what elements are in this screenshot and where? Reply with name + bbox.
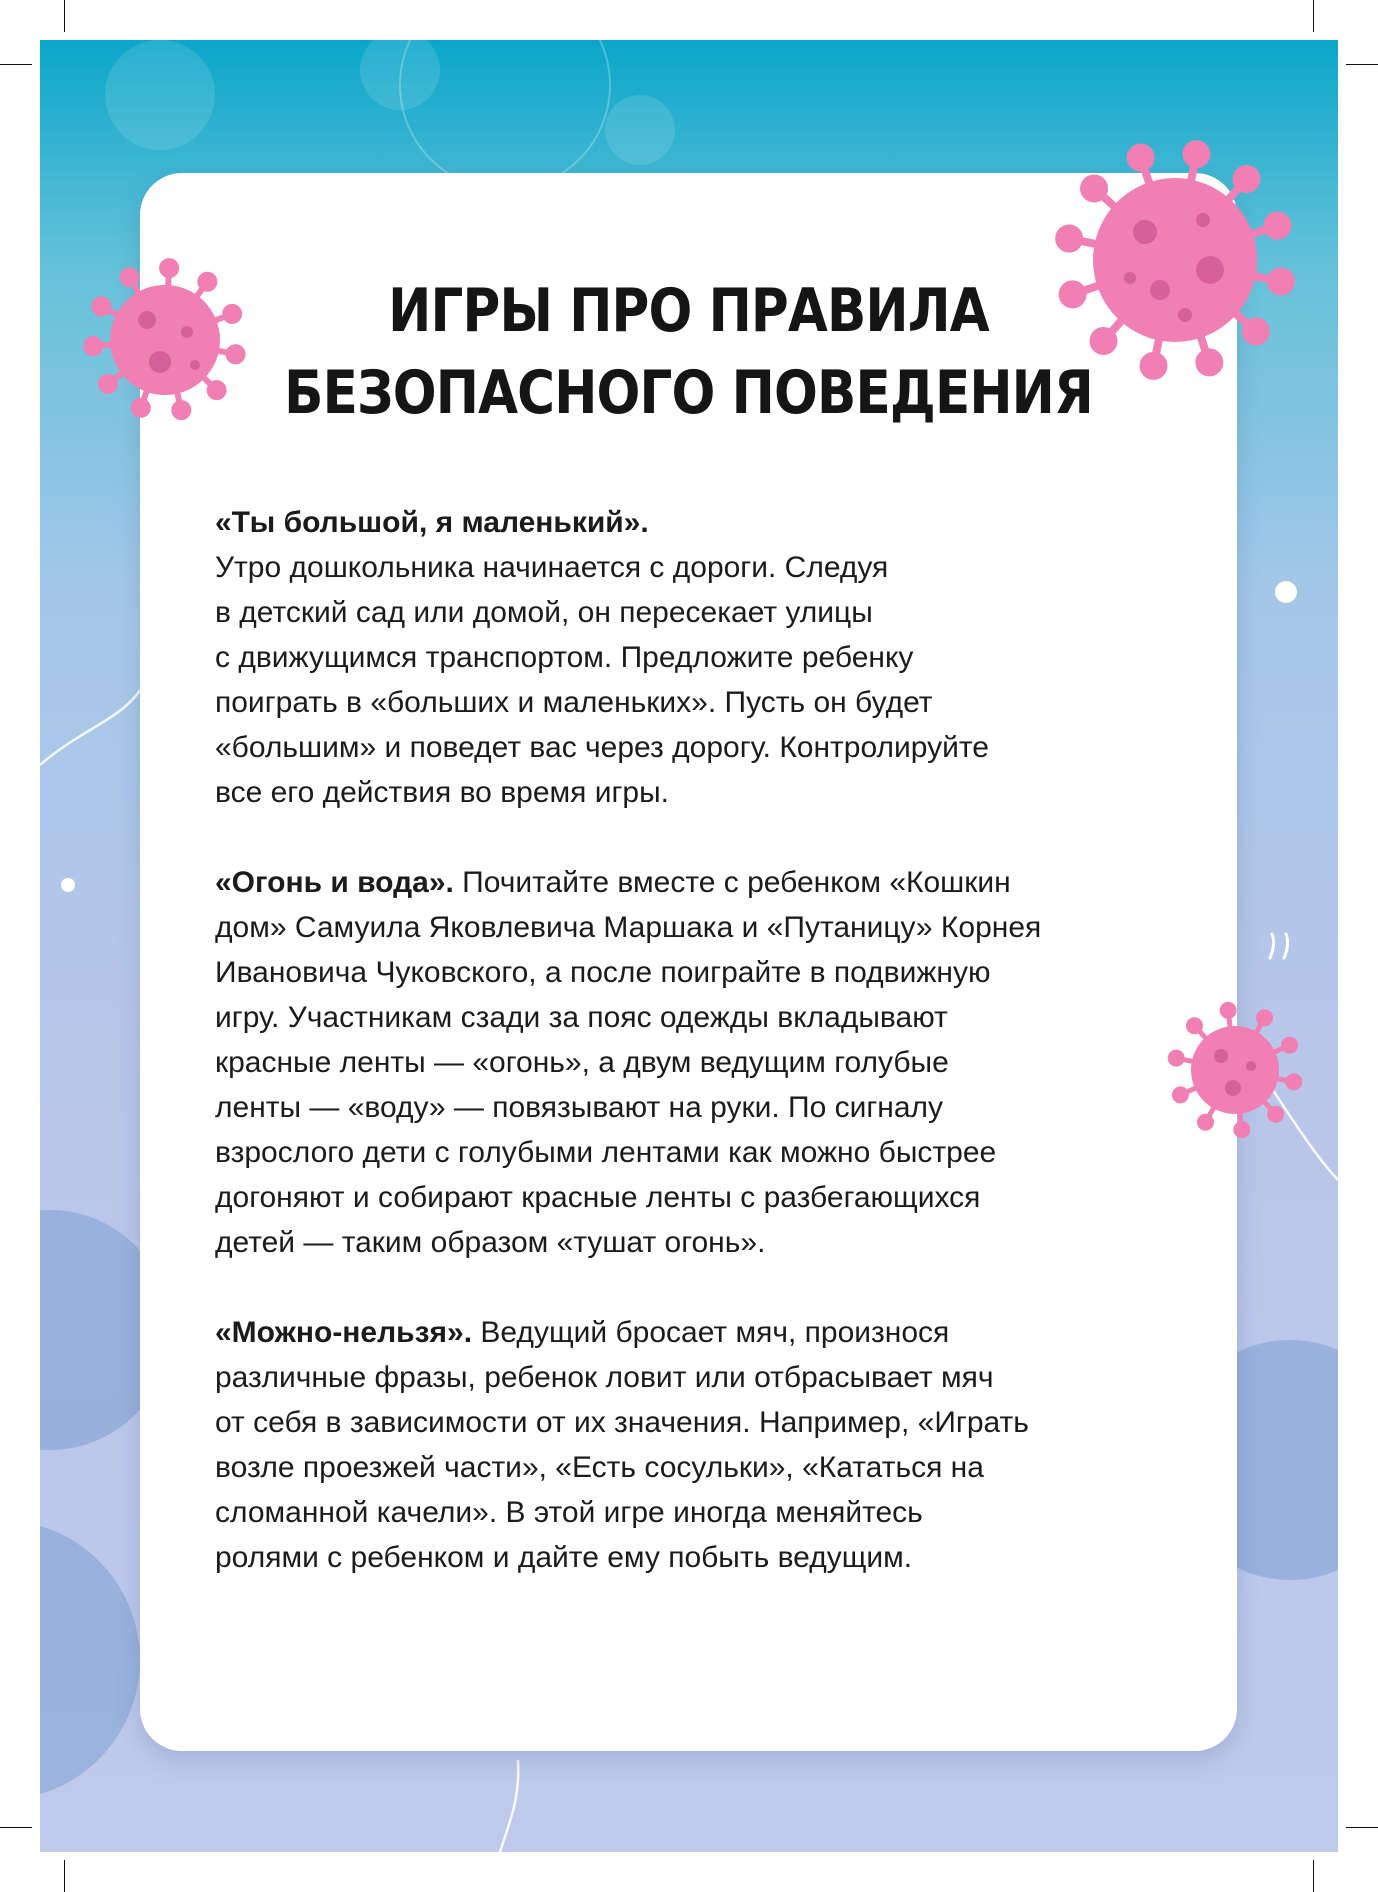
- virus-spike-tip: [1222, 1004, 1234, 1016]
- crop-mark: [1346, 1827, 1378, 1828]
- virus-spike-tip: [1246, 322, 1266, 342]
- text-fragment: Почитайте вместе с ребенком «Кошкин: [453, 866, 1011, 899]
- virus-spike-tip: [134, 401, 148, 415]
- text-line: в детский сад или домой, он пересекает улицы: [215, 596, 873, 629]
- virus-spike-tip: [1199, 1116, 1211, 1128]
- title-line: ИГРЫ ПРО ПРАВИЛА: [388, 276, 989, 346]
- virus-spike-tip: [1259, 1012, 1271, 1024]
- virus-spike-tip: [123, 270, 137, 284]
- text-line: возле проезжей части», «Есть сосульки», «Кататься на: [215, 1451, 984, 1484]
- text-line: красные ленты — «огонь», а двум ведущим голубые: [215, 1046, 949, 1079]
- virus-spike-tip: [1284, 1039, 1296, 1051]
- crop-mark: [64, 0, 65, 32]
- virus-spike-tip: [1288, 1076, 1300, 1088]
- text-line: ролями с ребенком и дайте ему побыть ведущим.: [215, 1541, 913, 1574]
- text-line: взрослого дети с голубыми лентами как можно быстрее: [215, 1136, 997, 1169]
- text-line: с движущимся транспортом. Предложите ребенку: [215, 641, 914, 674]
- virus-spike-tip: [101, 377, 115, 391]
- text-line: Утро дошкольника начинается с дороги. Следуя: [215, 551, 889, 584]
- virus-spike-tip: [162, 261, 176, 275]
- section-heading: «Огонь и вода».: [215, 866, 454, 899]
- virus-spike-tip: [174, 403, 188, 417]
- virus-spike-tip: [1270, 1108, 1282, 1120]
- game-section: [215, 1310, 1200, 1580]
- section-heading: «Можно-нельзя».: [215, 1316, 473, 1349]
- virus-spike-tip: [200, 275, 214, 289]
- virus-spike-tip: [86, 339, 100, 353]
- game-section: [215, 500, 1200, 815]
- virus-spike-tip: [1236, 1124, 1248, 1136]
- text-line: [215, 860, 1200, 905]
- virus-spike-tip: [1271, 271, 1291, 291]
- virus-spike-tip: [1059, 229, 1079, 249]
- crop-mark: [1313, 1860, 1314, 1892]
- text-line: догоняют и собирают красные ленты с разбегающихся: [215, 1181, 981, 1214]
- crop-mark: [0, 1827, 32, 1828]
- virus-spike-tip: [1186, 144, 1206, 164]
- title-line: БЕЗОПАСНОГО ПОВЕДЕНИЯ: [284, 358, 1093, 428]
- text-line: [215, 1310, 1200, 1355]
- text-fragment: Ведущий бросает мяч, произнося: [472, 1316, 950, 1349]
- virus-spike-tip: [1237, 169, 1257, 189]
- crop-mark: [64, 1860, 65, 1892]
- text-line: дом» Самуила Яковлевича Маршака и «Путаницу» Корнея: [215, 911, 1042, 944]
- text-line: сломанной качели». В этой игре иногда меняйтесь: [215, 1496, 923, 1529]
- text-line: Ивановича Чуковского, а после поиграйте в подвижную: [215, 956, 991, 989]
- text-line: ленты — «воду» — повязывают на руки. По сигналу: [215, 1091, 944, 1124]
- page-title: [217, 270, 1160, 434]
- virus-spike-tip: [94, 299, 108, 313]
- text-line: различные фразы, ребенок ловит или отбрасывает мяч: [215, 1361, 994, 1394]
- text-line: все его действия во время игры.: [215, 776, 669, 809]
- text-line: детей — таким образом «тушат огонь».: [215, 1226, 766, 1259]
- crop-mark: [0, 64, 32, 65]
- game-section: [215, 860, 1200, 1265]
- virus-spike-tip: [1131, 148, 1151, 168]
- text-line: поиграть в «больших и маленьких». Пусть он будет: [215, 686, 933, 719]
- virus-spike-tip: [1084, 178, 1104, 198]
- text-line: «большим» и поведет вас через дорогу. Контролируйте: [215, 731, 989, 764]
- text-line: от себя в зависимости от их значения. Например, «Играть: [215, 1406, 1029, 1439]
- virus-spike-tip: [1267, 216, 1287, 236]
- article-body: [215, 500, 1200, 1625]
- section-heading: «Ты большой, я маленький».: [215, 506, 649, 539]
- crop-mark: [1313, 0, 1314, 32]
- text-line: игру. Участникам сзади за пояс одежды вкладывают: [215, 1001, 948, 1034]
- virus-spike-tip: [1199, 352, 1219, 372]
- crop-mark: [1346, 64, 1378, 65]
